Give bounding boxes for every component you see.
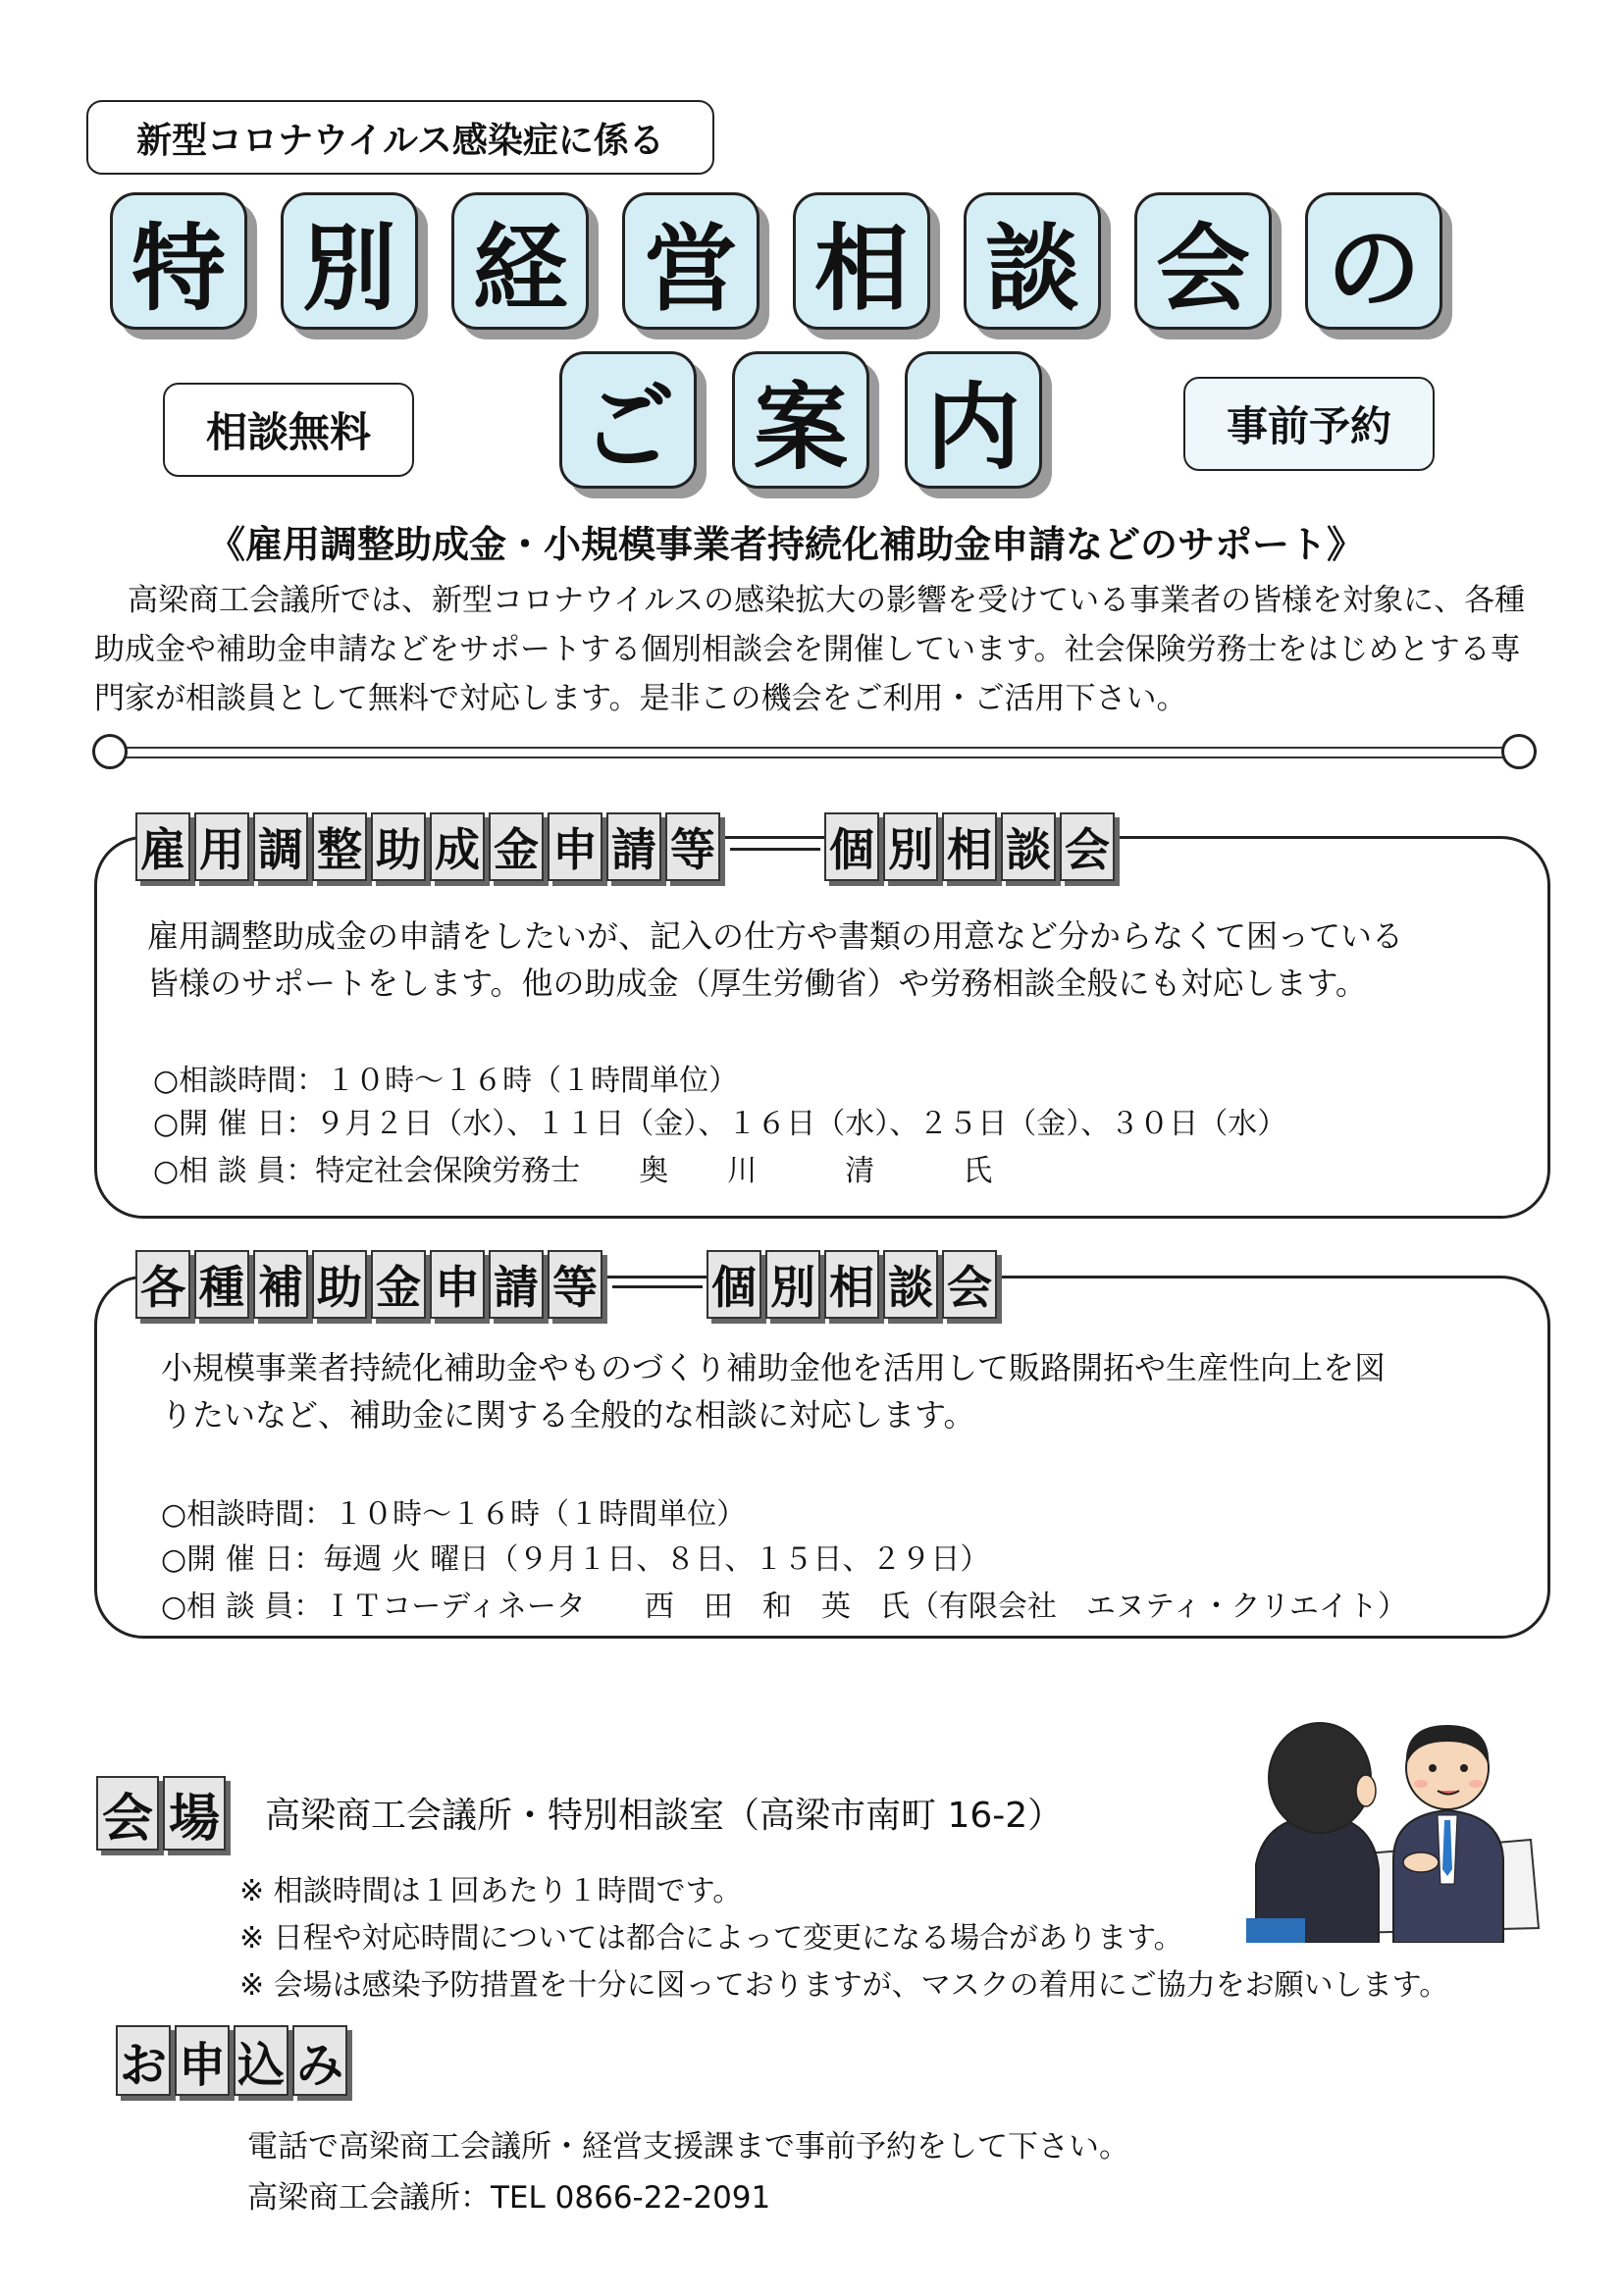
- tag-char: 請: [606, 812, 661, 881]
- apply-instruction: 電話で高梁商工会議所・経営支援課まで事前予約をして下さい。: [247, 2129, 1129, 2165]
- title-char: 談: [964, 192, 1101, 330]
- tag-char: 助: [371, 812, 426, 881]
- tag-char: 種: [194, 1250, 249, 1319]
- badge-free-text: 相談無料: [205, 408, 371, 456]
- tag-char: 等: [548, 1250, 602, 1319]
- tag-char: 請: [489, 1250, 544, 1319]
- title-char: 経: [451, 192, 589, 330]
- tag-char: 整: [312, 812, 367, 881]
- tag-char: 金: [371, 1250, 426, 1319]
- tag-char: 別: [765, 1250, 820, 1319]
- title-char: 営: [622, 192, 759, 330]
- intro-line: 助成金や補助金申請などをサポートする個別相談会を開催しています。社会保険労務士をはじめとする専: [94, 632, 1521, 667]
- section1-consult-hours: ○相談時間：１０時～１６時（１時間単位）: [153, 1064, 739, 1098]
- section1-consultant: ○相 談 員：特定社会保険労務士 奥 川 清 氏: [153, 1154, 993, 1188]
- tag-char: 各: [135, 1250, 190, 1319]
- tag-char: 調: [253, 812, 308, 881]
- tag-char: 申: [548, 812, 602, 881]
- tag-char: 等: [665, 812, 720, 881]
- subtitle-text: 新型コロナウイルス感染症に係る: [136, 120, 664, 161]
- venue-note: ※ 相談時間は１回あたり１時間です。: [239, 1874, 743, 1908]
- tag-char: 場: [163, 1776, 226, 1851]
- tag-char: 助: [312, 1250, 367, 1319]
- tag-char: 用: [194, 812, 249, 881]
- section2-consultant: ○相 談 員：ＩＴコーディネータ 西 田 和 英 氏（有限会社 エヌティ・クリエイト）: [161, 1590, 1407, 1624]
- badge-reservation: [1183, 377, 1435, 471]
- title-char: 別: [281, 192, 418, 330]
- tagline: 《雇用調整助成金・小規模事業者持続化補助金申請などのサポート》: [208, 523, 1365, 566]
- tag-char: 成: [430, 812, 485, 881]
- badge-reservation-text: 事前予約: [1226, 402, 1391, 450]
- tag-char: 会: [1060, 812, 1115, 881]
- venue-address: 高梁商工会議所・特別相談室（高梁市南町 16-2）: [265, 1796, 1064, 1836]
- title-char: 会: [1134, 192, 1272, 330]
- section2-consult-hours: ○相談時間：１０時～１６時（１時間単位）: [161, 1497, 747, 1532]
- tag-char: 申: [175, 2025, 230, 2096]
- title-char: 案: [732, 351, 869, 489]
- title-char: 内: [905, 351, 1042, 489]
- tag-char: み: [292, 2025, 347, 2096]
- tag-char: 会: [96, 1776, 159, 1851]
- tag-char: 金: [489, 812, 544, 881]
- tag-char: 相: [824, 1250, 879, 1319]
- subtitle-box: [86, 100, 714, 175]
- apply-phone: 高梁商工会議所：TEL 0866-22-2091: [247, 2180, 771, 2216]
- tag-char: 会: [942, 1250, 997, 1319]
- section2-body-line: りたいなど、補助金に関する全般的な相談に対応します。: [161, 1396, 975, 1434]
- venue-note: ※ 会場は感染予防措置を十分に図っておりますが、マスクの着用にご協力をお願いします。: [239, 1968, 1449, 2003]
- title-char: ご: [559, 351, 697, 489]
- section2-dates: ○開 催 日：毎週 火 曜日（９月１日、８日、１５日、２９日）: [161, 1542, 990, 1577]
- tag-char: 申: [430, 1250, 485, 1319]
- tag-char: 談: [1001, 812, 1056, 881]
- tag-char: 個: [824, 812, 879, 881]
- section1-dates: ○開 催 日：９月２日（水）、１１日（金）、１６日（水）、２５日（金）、３０日（水）: [153, 1107, 1287, 1141]
- consultation-illustration: [1246, 1697, 1541, 1943]
- tag-char: 別: [883, 812, 938, 881]
- title-char: 特: [110, 192, 247, 330]
- intro-line: 門家が相談員として無料で対応します。是非この機会をご利用・ご活用下さい。: [94, 681, 1187, 716]
- tag-char: 個: [707, 1250, 761, 1319]
- section1-body-line: 皆様のサポートをします。他の助成金（厚生労働省）や労務相談全般にも対応します。: [147, 965, 1367, 1002]
- tag-char: 相: [942, 812, 997, 881]
- tag-char: お: [116, 2025, 171, 2096]
- badge-free: [163, 383, 414, 477]
- title-char: 相: [793, 192, 930, 330]
- section1-body-line: 雇用調整助成金の申請をしたいが、記入の仕方や書類の用意など分からなくて困っている: [147, 917, 1404, 955]
- tag-char: 補: [253, 1250, 308, 1319]
- section2-body-line: 小規模事業者持続化補助金やものづくり補助金他を活用して販路開拓や生産性向上を図: [161, 1349, 1387, 1386]
- intro-line: 高梁商工会議所では、新型コロナウイルスの感染拡大の影響を受けている事業者の皆様を対象に、各種: [128, 583, 1526, 618]
- venue-note: ※ 日程や対応時間については都合によって変更になる場合があります。: [239, 1921, 1183, 1956]
- title-char: の: [1305, 192, 1442, 330]
- tag-char: 込: [234, 2025, 288, 2096]
- tag-char: 談: [883, 1250, 938, 1319]
- tag-char: 雇: [135, 812, 190, 881]
